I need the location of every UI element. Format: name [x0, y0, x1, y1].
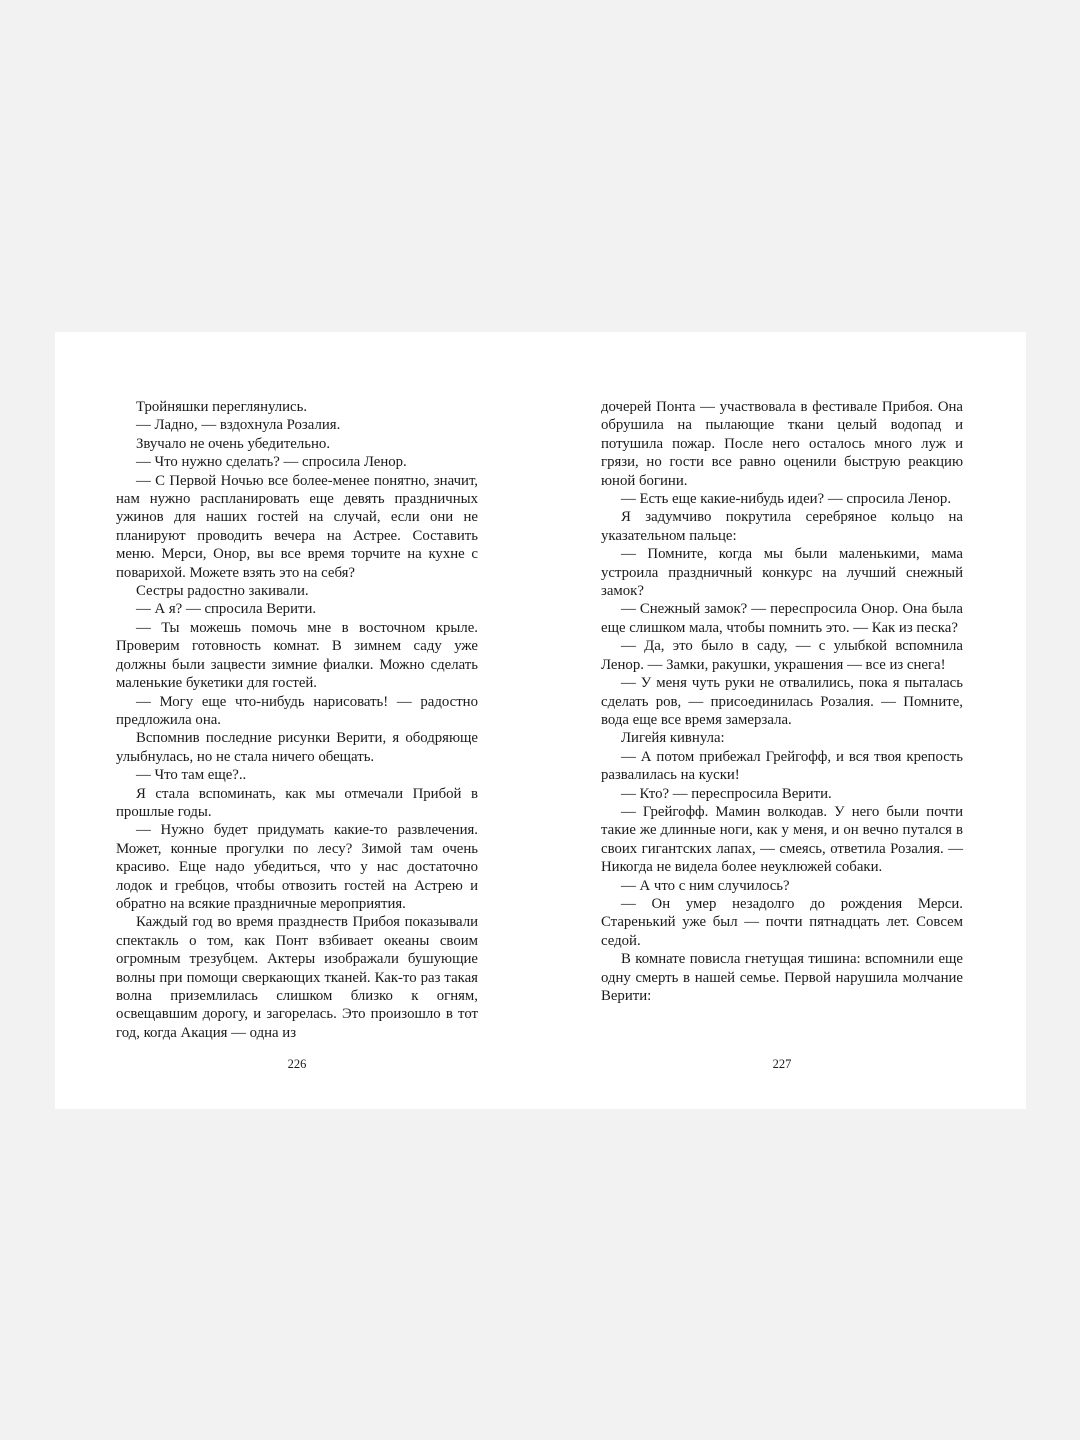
- paragraph: Каждый год во время празднеств Прибоя показывали спектакль о том, как Понт взбивает океаны своим огромным трезубцем. Актеры изображали бушующие волны при помощи сверкающих тканей. Как-то раз такая волна приземлилась слишком близко к огням, освещавшим дорогу, и загорелась. Это произошло в тот год, когда Акация — одна из: [116, 914, 478, 1041]
- paragraph: Я задумчиво покрутила серебряное кольцо на указательном пальце:: [601, 509, 963, 544]
- paragraph: Я стала вспоминать, как мы отмечали Прибой в прошлые годы.: [116, 785, 478, 820]
- book-spread: [55, 332, 1026, 1109]
- left-page-text: [116, 398, 478, 1042]
- left-page-number: 226: [287, 1057, 307, 1071]
- paragraph: — Что нужно сделать? — спросила Ленор.: [136, 454, 407, 471]
- right-page-number: 227: [772, 1057, 792, 1071]
- paragraph: Звучало не очень убедительно.: [136, 435, 331, 452]
- right-page-text: [601, 398, 963, 1005]
- paragraph: — С Первой Ночью все более-менее понятно, значит, нам нужно распланировать еще девять праздничных ужинов для наших гостей на случай, если они не планируют проводить вечера на Астрее. Составить меню. Мерси, Онор, вы все время торчите на кухне с поварихой. Можете взять это на себя?: [116, 472, 478, 581]
- paragraph: Сестры радостно закивали.: [136, 583, 309, 600]
- paragraph: Тройняшки переглянулись.: [136, 399, 308, 415]
- paragraph: — Нужно будет придумать какие-то развлечения. Может, конные прогулки по лесу? Зимой там очень красиво. Еще надо убедиться, что у нас достаточно лодок и гребцов, чтобы отвозить гостей на Астрею и обратно на всякие праздничные мероприятия.: [116, 822, 478, 912]
- paragraph: Лигейя кивнула:: [621, 730, 725, 747]
- paragraph: — А потом прибежал Грейгофф, и вся твоя крепость развалилась на куски!: [601, 748, 963, 784]
- paragraph: — Ты можешь помочь мне в восточном крыле. Проверим готовность комнат. В зимнем саду уже должны были зацвести зимние фиалки. Можно сделать маленькие букетики для гостей.: [116, 619, 478, 692]
- paragraph: — У меня чуть руки не отвалились, пока я пыталась сделать ров, — присоединилась Розалия. — Помните, вода еще все время замерзала.: [601, 675, 963, 728]
- paragraph: Вспомнив последние рисунки Верити, я ободряюще улыбнулась, но не стала ничего обещать.: [116, 730, 478, 765]
- paragraph: — Могу еще что-нибудь нарисовать! — радостно предложила она.: [116, 693, 478, 728]
- paragraph: — Да, это было в саду, — с улыбкой вспомнила Ленор. — Замки, ракушки, украшения — все из снега!: [601, 638, 963, 673]
- paragraph: — Снежный замок? — переспросила Онор. Она была еще слишком мала, чтобы помнить это. — Как из песка?: [601, 601, 963, 636]
- paragraph: — А что с ним случилось?: [621, 877, 790, 894]
- paragraph: — А я? — спросила Верити.: [136, 601, 317, 618]
- paragraph: — Он умер незадолго до рождения Мерси. Старенький уже был — почти пятнадцать лет. Совсем седой.: [601, 895, 963, 949]
- paragraph: — Помните, когда мы были маленькими, мама устроила праздничный конкурс на лучший снежный замок?: [601, 546, 963, 600]
- paragraph: дочерей Понта — участвовала в фестивале Прибоя. Она обрушила на пылающие ткани целый водопад и потушила пожар. После него осталось много луж и грязи, но гости все равно оценили быструю реакцию юной богини.: [601, 399, 963, 489]
- paragraph: — Есть еще какие-нибудь идеи? — спросила Ленор.: [621, 491, 952, 508]
- paragraph: — Что там еще?..: [136, 767, 247, 784]
- paragraph: — Кто? — переспросила Верити.: [621, 785, 832, 802]
- paragraph: — Грейгофф. Мамин волкодав. У него были почти такие же длинные ноги, как у меня, и он вечно путался в своих гигантских лапах, — смеясь, ответила Розалия. — Никогда не видела более неуклюжей собаки.: [601, 803, 963, 876]
- paragraph: — Ладно, — вздохнула Розалия.: [136, 417, 341, 434]
- paragraph: В комнате повисла гнетущая тишина: вспомнили еще одну смерть в нашей семье. Первой нарушила молчание Верити:: [601, 951, 963, 1004]
